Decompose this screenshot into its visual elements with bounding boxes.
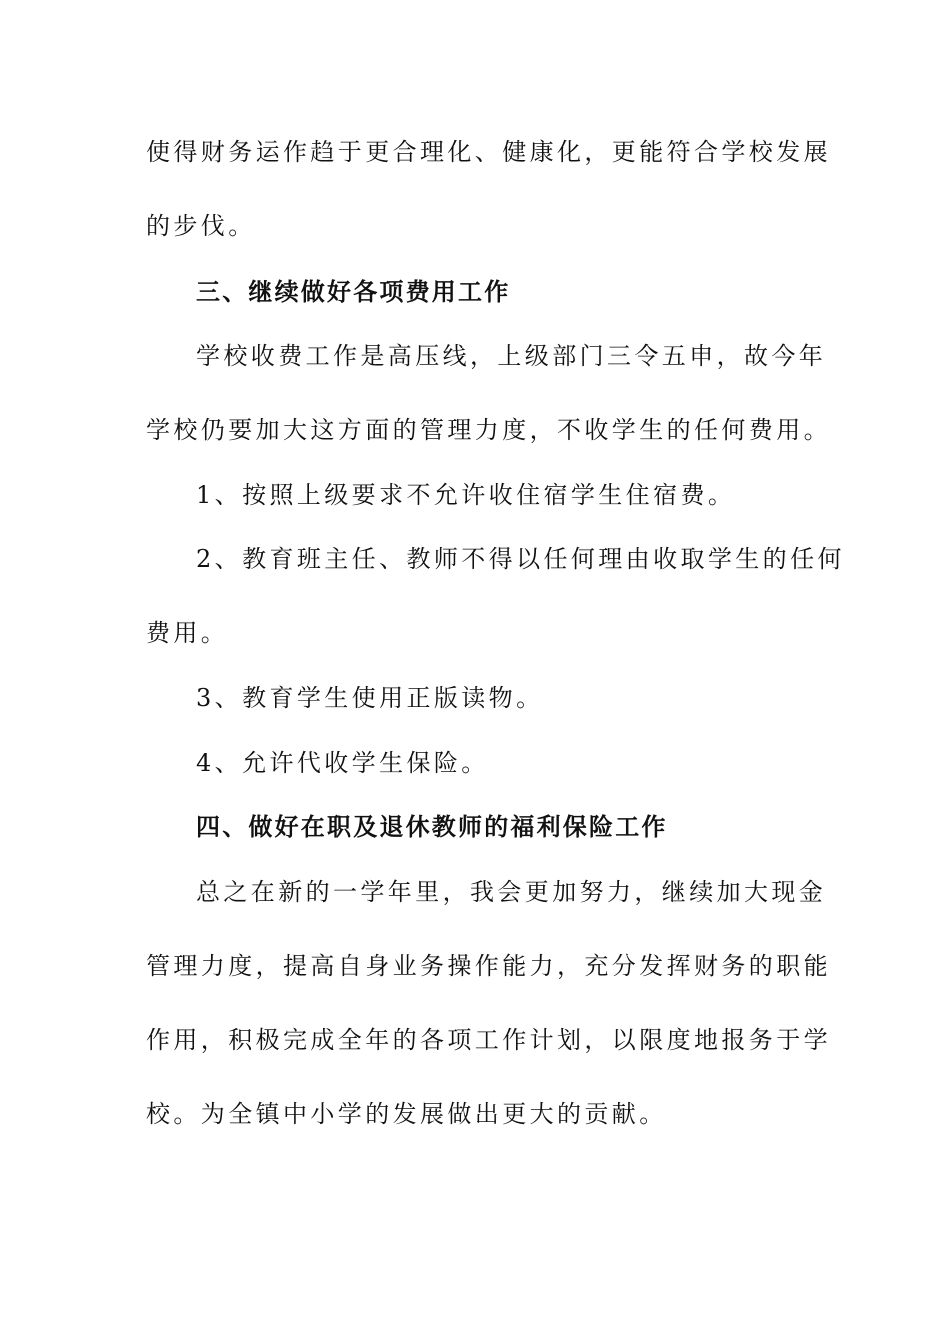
paragraph-line: 费用。 — [146, 619, 229, 647]
section-heading: 四、做好在职及退休教师的福利保险工作 — [196, 813, 668, 841]
paragraph-line: 学校收费工作是高压线，上级部门三令五申，故今年 — [196, 342, 827, 370]
paragraph-line: 的步伐。 — [146, 212, 256, 240]
list-item: 4、允许代收学生保险。 — [196, 749, 489, 777]
paragraph-line: 作用，积极完成全年的各项工作计划，以限度地报务于学 — [146, 1026, 831, 1054]
paragraph-line: 总之在新的一学年里，我会更加努力，继续加大现金 — [196, 878, 827, 906]
paragraph-line: 校。为全镇中小学的发展做出更大的贡献。 — [146, 1100, 667, 1128]
list-item: 2、教育班主任、教师不得以任何理由收取学生的任何 — [196, 545, 845, 573]
paragraph-line: 管理力度，提高自身业务操作能力，充分发挥财务的职能 — [146, 952, 831, 980]
section-heading: 三、继续做好各项费用工作 — [196, 278, 511, 306]
paragraph-line: 学校仍要加大这方面的管理力度，不收学生的任何费用。 — [146, 416, 831, 444]
paragraph-line: 使得财务运作趋于更合理化、健康化，更能符合学校发展 — [146, 138, 831, 166]
list-item: 1、按照上级要求不允许收住宿学生住宿费。 — [196, 481, 736, 509]
list-item: 3、教育学生使用正版读物。 — [196, 684, 544, 712]
